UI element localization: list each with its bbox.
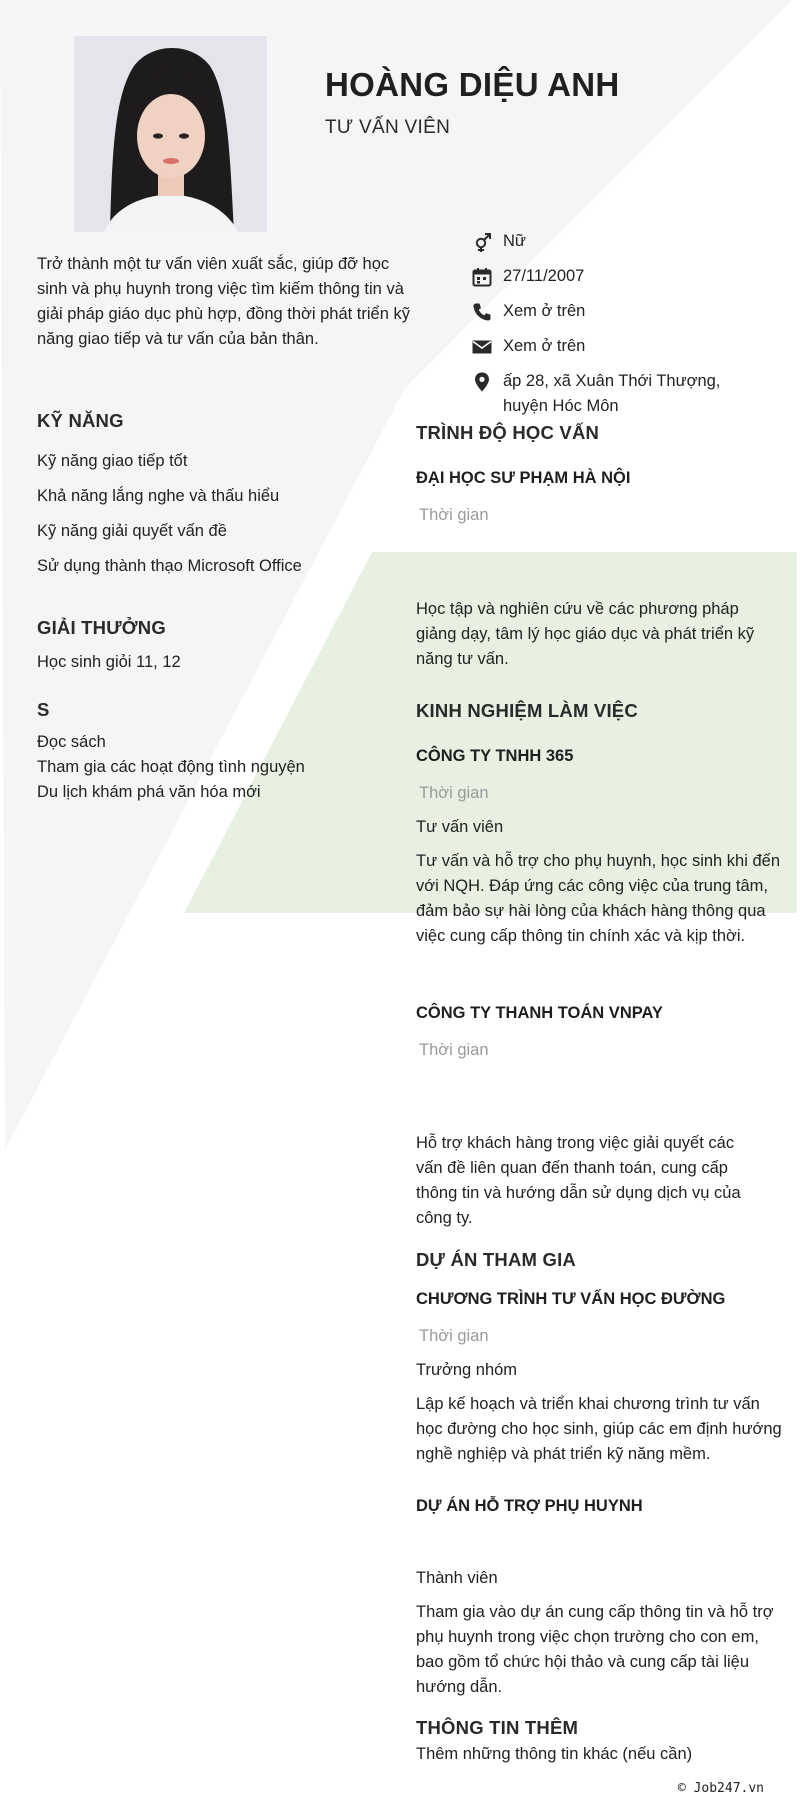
candidate-name: HOÀNG DIỆU ANH (325, 66, 620, 103)
envelope-icon (472, 337, 492, 357)
job-position: Tư vấn viên (416, 818, 504, 836)
candidate-role: TƯ VẤN VIÊN (325, 117, 451, 138)
hobby-item: Du lịch khám phá văn hóa mới (37, 783, 261, 801)
skill-item: Sử dụng thành thạo Microsoft Office (37, 557, 302, 575)
hobby-item: Đọc sách (37, 733, 106, 751)
email-value: Xem ở trên (503, 337, 586, 355)
location-pin-icon (472, 372, 492, 392)
job-time: Thời gian (419, 784, 489, 802)
profile-photo (74, 36, 267, 232)
footer-watermark: © Job247.vn (677, 1781, 764, 1796)
avatar-illustration (74, 36, 267, 232)
contact-info (472, 229, 772, 429)
job-company: CÔNG TY THANH TOÁN VNPAY (416, 1004, 663, 1022)
address-line-2: huyện Hóc Môn (503, 397, 619, 415)
education-time: Thời gian (419, 506, 489, 524)
project-time: Thời gian (419, 1327, 489, 1345)
project-description: Lập kế hoạch và triển khai chương trình tư vấn học đường cho học sinh, giúp các em định hướng nghề nghiệp và phát triển kỹ năng mềm. (416, 1395, 782, 1463)
job-company: CÔNG TY TNHH 365 (416, 747, 574, 765)
calendar-icon (472, 267, 492, 287)
job-description: Tư vấn và hỗ trợ cho phụ huynh, học sinh khi đến với NQH. Đáp ứng các công việc của trung tâm, đảm bảo sự hài lòng của khách hàng thông qua việc cung cấp thông tin chính xác và kịp thời. (416, 852, 780, 945)
contact-birthday (472, 264, 772, 289)
contact-gender (472, 229, 772, 254)
career-objective: Trở thành một tư vấn viên xuất sắc, giúp đỡ học sinh và phụ huynh trong việc tìm kiếm thông tin và giải pháp giáo dục phù hợp, đồng thời phát triển kỹ năng giao tiếp và tư vấn của bản thân. (37, 255, 410, 348)
project-name: DỰ ÁN HỖ TRỢ PHỤ HUYNH (416, 1497, 643, 1515)
project-description: Tham gia vào dự án cung cấp thông tin và hỗ trợ phụ huynh trong việc chọn trường cho con em, bao gồm tổ chức hội thảo và cung cấp tài liệu hướng dẫn. (416, 1603, 774, 1696)
gender-value: Nữ (503, 232, 526, 250)
projects-title: DỰ ÁN THAM GIA (416, 1249, 576, 1270)
award-item: Học sinh giỏi 11, 12 (37, 653, 181, 671)
hobby-item: Tham gia các hoạt động tình nguyện (37, 758, 305, 776)
job-description: Hỗ trợ khách hàng trong việc giải quyết các vấn đề liên quan đến thanh toán, cung cấp thông tin và hướng dẫn sử dụng dịch vụ của công ty. (416, 1134, 741, 1227)
skill-item: Kỹ năng giao tiếp tốt (37, 452, 188, 470)
job-time: Thời gian (419, 1041, 489, 1059)
contact-address (472, 369, 772, 419)
additional-info-title: THÔNG TIN THÊM (416, 1717, 579, 1738)
education-title: TRÌNH ĐỘ HỌC VẤN (416, 422, 600, 443)
skill-item: Kỹ năng giải quyết vấn đề (37, 522, 227, 540)
education-description: Học tập và nghiên cứu về các phương pháp giảng dạy, tâm lý học giáo dục và phát triển kỹ năng tư vấn. (416, 600, 755, 668)
additional-info-text: Thêm những thông tin khác (nếu cần) (416, 1745, 693, 1763)
contact-phone (472, 299, 772, 324)
contact-email (472, 334, 772, 359)
experience-title: KINH NGHIỆM LÀM VIỆC (416, 700, 638, 721)
education-school: ĐẠI HỌC SƯ PHẠM HÀ NỘI (416, 469, 631, 487)
project-name: CHƯƠNG TRÌNH TƯ VẤN HỌC ĐƯỜNG (416, 1290, 726, 1308)
hobbies-title: S (37, 699, 50, 720)
gender-icon (472, 232, 492, 252)
skills-title: KỸ NĂNG (37, 410, 124, 431)
project-role: Thành viên (416, 1569, 498, 1587)
phone-value: Xem ở trên (503, 302, 586, 320)
birthday-value: 27/11/2007 (503, 267, 585, 285)
project-role: Trưởng nhóm (416, 1361, 518, 1379)
awards-title: GIẢI THƯỞNG (37, 617, 166, 638)
phone-icon (472, 302, 492, 322)
address-line-1: ấp 28, xã Xuân Thới Thượng, (503, 372, 721, 390)
skill-item: Khả năng lắng nghe và thấu hiểu (37, 487, 280, 505)
